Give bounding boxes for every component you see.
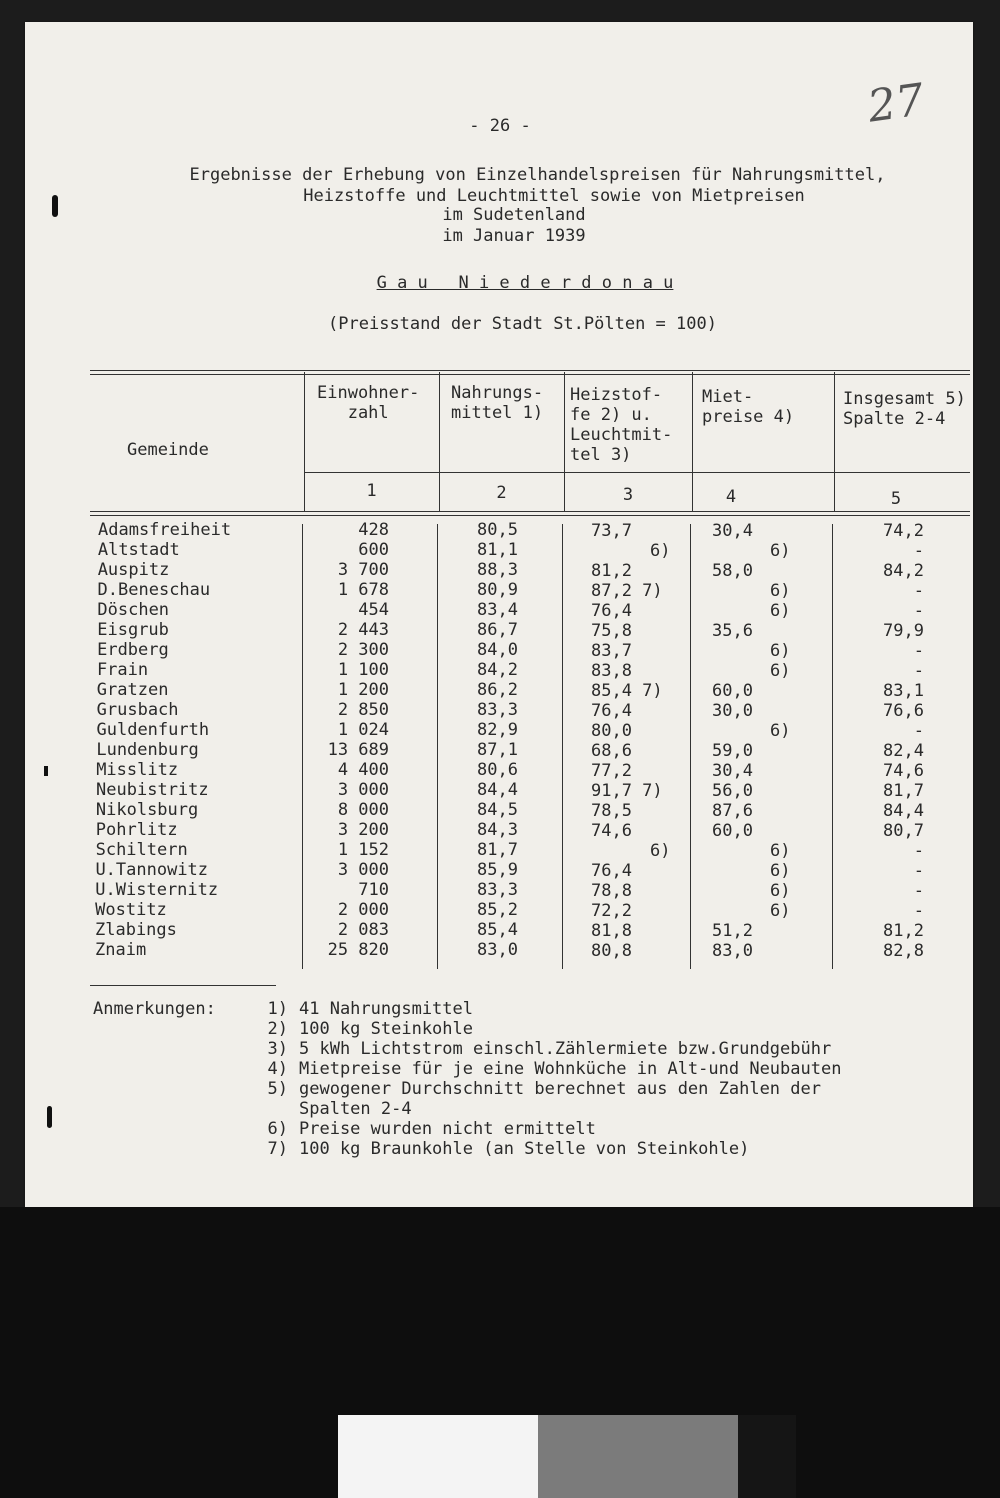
row-cell-col-4: 87,6 <box>712 801 753 821</box>
row-gemeinde-name: Wostitz <box>95 900 167 920</box>
row-cell-col-1: 2 443 <box>337 620 389 640</box>
row-cell-col-4: 6) <box>770 661 791 681</box>
color-strip-black <box>738 1415 796 1498</box>
row-cell-col-4: 51,2 <box>712 921 753 941</box>
row-cell-col-1: 1 200 <box>337 680 389 700</box>
row-cell-col-3: 83,7 <box>591 641 632 661</box>
header-col-2: Nahrungs- mittel 1) <box>451 383 544 423</box>
row-cell-col-3: 6) <box>650 541 671 561</box>
row-cell-col-2: 84,4 <box>477 780 518 800</box>
row-gemeinde-name: Altstadt <box>97 540 180 560</box>
header-divider <box>304 472 970 473</box>
note-text: 41 Nahrungsmittel <box>299 999 473 1019</box>
row-gemeinde-name: Eisgrub <box>97 620 169 640</box>
row-cell-col-4: 60,0 <box>712 821 753 841</box>
row-cell-col-3: 83,8 <box>591 661 632 681</box>
table-top-rule <box>90 370 970 371</box>
row-cell-col-2: 83,3 <box>477 700 518 720</box>
row-cell-col-4: 6) <box>770 901 791 921</box>
row-gemeinde-name: Grusbach <box>96 700 179 720</box>
header-gemeinde: Gemeinde <box>127 440 209 460</box>
row-cell-col-3: 76,4 <box>591 601 632 621</box>
punch-mark <box>44 766 48 776</box>
col-sep-body <box>562 524 563 969</box>
header-num-1: 1 <box>366 481 377 501</box>
row-cell-col-2: 84,2 <box>477 660 518 680</box>
row-gemeinde-name: Zlabings <box>95 920 177 940</box>
note-text: Mietpreise für je eine Wohnküche in Alt-und Neubauten <box>299 1059 842 1079</box>
header-bottom-rule-2 <box>90 515 970 516</box>
row-cell-col-3: 91,7 7) <box>591 781 663 801</box>
row-cell-col-4: 6) <box>770 881 791 901</box>
row-cell-col-1: 3 000 <box>337 860 389 880</box>
row-cell-col-2: 80,5 <box>477 520 518 540</box>
row-cell-col-2: 80,9 <box>477 580 518 600</box>
row-cell-col-5: 76,6 <box>883 701 924 721</box>
row-cell-col-1: 3 000 <box>337 780 389 800</box>
note-number: 7) <box>267 1139 288 1159</box>
col-sep-body <box>302 524 303 969</box>
header-col-4: Miet- preise 4) <box>702 387 795 427</box>
header-bottom-rule <box>90 511 970 512</box>
row-cell-col-1: 13 689 <box>327 740 389 760</box>
row-cell-col-5: - <box>913 581 924 601</box>
row-gemeinde-name: Auspitz <box>97 560 170 580</box>
row-cell-col-1: 710 <box>358 880 389 900</box>
note-number: 2) <box>267 1019 288 1039</box>
note-number: 1) <box>267 999 288 1019</box>
row-cell-col-2: 84,3 <box>477 820 518 840</box>
row-cell-col-5: 79,9 <box>883 621 924 641</box>
row-cell-col-1: 3 200 <box>337 820 389 840</box>
row-cell-col-1: 25 820 <box>327 940 389 960</box>
row-gemeinde-name: Döschen <box>97 600 170 620</box>
row-gemeinde-name: Gratzen <box>96 680 169 700</box>
row-cell-col-5: 82,4 <box>883 741 924 761</box>
row-cell-col-5: 84,4 <box>883 801 924 821</box>
row-cell-col-3: 75,8 <box>591 621 632 641</box>
row-gemeinde-name: Misslitz <box>96 760 179 780</box>
row-gemeinde-name: Znaim <box>95 940 147 960</box>
row-cell-col-3: 6) <box>650 841 671 861</box>
col-sep-body <box>437 524 438 969</box>
row-cell-col-4: 35,6 <box>712 621 753 641</box>
row-cell-col-2: 84,5 <box>477 800 518 820</box>
row-cell-col-2: 86,7 <box>477 620 518 640</box>
row-gemeinde-name: Lundenburg <box>96 740 199 760</box>
row-cell-col-5: - <box>913 601 924 621</box>
row-cell-col-4: 60,0 <box>712 681 753 701</box>
col-sep-body <box>832 524 833 969</box>
row-cell-col-4: 30,4 <box>712 761 753 781</box>
row-cell-col-4: 59,0 <box>712 741 753 761</box>
header-num-3: 3 <box>622 485 634 505</box>
row-cell-col-3: 78,8 <box>591 881 632 901</box>
note-number: 3) <box>267 1039 288 1059</box>
title-line-2: Heizstoffe und Leuchtmittel sowie von Mietpreisen <box>303 186 805 206</box>
row-gemeinde-name: U.Wisternitz <box>95 880 219 900</box>
row-cell-col-1: 1 024 <box>337 720 389 740</box>
row-cell-col-3: 81,8 <box>591 921 632 941</box>
title-line-3: im Sudetenland <box>442 205 586 225</box>
notes-rule <box>90 985 276 986</box>
row-cell-col-2: 81,1 <box>477 540 518 560</box>
row-gemeinde-name: Pohrlitz <box>95 820 178 840</box>
row-cell-col-5: - <box>913 881 924 901</box>
row-cell-col-1: 600 <box>358 540 389 560</box>
row-cell-col-5: - <box>913 861 924 881</box>
row-cell-col-5: - <box>913 541 924 561</box>
row-cell-col-2: 82,9 <box>477 720 518 740</box>
row-cell-col-1: 2 083 <box>337 920 389 940</box>
header-num-4: 4 <box>725 487 737 507</box>
row-cell-col-5: - <box>913 661 924 681</box>
row-cell-col-5: 81,7 <box>883 781 924 801</box>
row-cell-col-3: 77,2 <box>591 761 632 781</box>
row-cell-col-2: 83,0 <box>477 940 518 960</box>
page-number: - 26 - <box>469 116 531 136</box>
row-cell-col-1: 3 700 <box>337 560 389 580</box>
row-cell-col-2: 86,2 <box>477 680 518 700</box>
row-cell-col-3: 76,4 <box>591 701 632 721</box>
row-cell-col-1: 1 100 <box>337 660 389 680</box>
row-cell-col-2: 85,2 <box>477 900 518 920</box>
row-cell-col-4: 83,0 <box>712 941 753 961</box>
note-text: Preise wurden nicht ermittelt <box>299 1119 596 1139</box>
row-cell-col-5: 84,2 <box>883 561 924 581</box>
row-cell-col-1: 8 000 <box>337 800 389 820</box>
row-cell-col-1: 1 152 <box>337 840 389 860</box>
subtitle: (Preisstand der Stadt St.Pölten = 100) <box>328 314 717 334</box>
row-cell-col-5: - <box>913 901 924 921</box>
row-gemeinde-name: D.Beneschau <box>97 580 211 600</box>
row-cell-col-3: 81,2 <box>591 561 632 581</box>
note-text: 100 kg Braunkohle (an Stelle von Steinkohle) <box>299 1139 750 1159</box>
row-cell-col-4: 58,0 <box>712 561 753 581</box>
row-cell-col-1: 454 <box>358 600 389 620</box>
row-cell-col-1: 2 000 <box>337 900 389 920</box>
row-cell-col-3: 74,6 <box>591 821 632 841</box>
color-strip-white <box>338 1415 538 1498</box>
note-number: 5) <box>267 1079 288 1099</box>
row-cell-col-4: 30,4 <box>712 521 753 541</box>
row-cell-col-4: 6) <box>770 601 791 621</box>
row-cell-col-3: 85,4 7) <box>591 681 663 701</box>
row-cell-col-1: 2 850 <box>337 700 389 720</box>
row-gemeinde-name: Neubistritz <box>96 780 209 800</box>
title-line-1: Ergebnisse der Erhebung von Einzelhandelspreisen für Nahrungsmittel, <box>189 165 886 185</box>
row-gemeinde-name: Nikolsburg <box>95 800 199 820</box>
row-cell-col-5: - <box>913 841 924 861</box>
gau-heading: G a u N i e d e r d o n a u <box>376 273 674 293</box>
handwritten-folio-number: 27 <box>864 74 928 133</box>
row-cell-col-4: 6) <box>770 721 791 741</box>
row-gemeinde-name: U.Tannowitz <box>95 860 209 880</box>
color-strip-gray <box>538 1415 738 1498</box>
note-text: 5 kWh Lichtstrom einschl.Zählermiete bzw.Grundgebühr <box>299 1039 832 1059</box>
row-cell-col-4: 6) <box>770 841 791 861</box>
row-cell-col-3: 73,7 <box>591 521 632 541</box>
row-cell-col-4: 6) <box>770 641 791 661</box>
note-text: Spalten 2-4 <box>299 1099 412 1119</box>
row-cell-col-2: 85,9 <box>477 860 518 880</box>
row-cell-col-2: 81,7 <box>477 840 518 860</box>
row-cell-col-1: 2 300 <box>337 640 389 660</box>
row-cell-col-5: - <box>913 721 924 741</box>
note-text: gewogener Durchschnitt berechnet aus den Zahlen der <box>299 1079 821 1099</box>
row-cell-col-2: 87,1 <box>477 740 518 760</box>
title-line-4: im Januar 1939 <box>442 226 586 246</box>
row-cell-col-2: 83,3 <box>477 880 518 900</box>
header-col-3: Heizstof- fe 2) u. Leuchtmit- tel 3) <box>570 385 673 465</box>
row-cell-col-4: 30,0 <box>712 701 753 721</box>
table-top-rule-2 <box>90 374 970 375</box>
row-cell-col-1: 428 <box>358 520 389 540</box>
row-cell-col-4: 6) <box>770 581 791 601</box>
row-gemeinde-name: Guldenfurth <box>96 720 210 740</box>
row-cell-col-3: 87,2 7) <box>591 581 663 601</box>
row-cell-col-3: 78,5 <box>591 801 632 821</box>
row-cell-col-5: 74,2 <box>883 521 924 541</box>
note-number: 6) <box>267 1119 288 1139</box>
note-number: 4) <box>267 1059 288 1079</box>
punch-mark <box>47 1106 52 1128</box>
row-cell-col-4: 6) <box>770 541 791 561</box>
header-col-1: Einwohner- zahl <box>317 383 420 423</box>
header-num-5: 5 <box>890 489 902 509</box>
row-cell-col-2: 80,6 <box>477 760 518 780</box>
note-text: 100 kg Steinkohle <box>299 1019 473 1039</box>
row-gemeinde-name: Adamsfreiheit <box>98 520 232 540</box>
notes-label: Anmerkungen: <box>93 999 216 1019</box>
row-cell-col-2: 84,0 <box>477 640 518 660</box>
row-cell-col-3: 80,8 <box>591 941 632 961</box>
row-cell-col-3: 72,2 <box>591 901 632 921</box>
row-cell-col-3: 68,6 <box>591 741 632 761</box>
row-cell-col-4: 56,0 <box>712 781 753 801</box>
row-cell-col-4: 6) <box>770 861 791 881</box>
col-sep-body <box>690 524 691 969</box>
row-cell-col-5: - <box>913 641 924 661</box>
row-cell-col-2: 85,4 <box>477 920 518 940</box>
row-cell-col-5: 82,8 <box>883 941 924 961</box>
row-gemeinde-name: Schiltern <box>95 840 188 860</box>
row-cell-col-1: 1 678 <box>337 580 389 600</box>
row-cell-col-5: 80,7 <box>883 821 924 841</box>
row-cell-col-1: 4 400 <box>337 760 389 780</box>
row-cell-col-5: 81,2 <box>883 921 924 941</box>
row-cell-col-2: 83,4 <box>477 600 518 620</box>
row-cell-col-5: 74,6 <box>883 761 924 781</box>
row-gemeinde-name: Frain <box>96 660 149 680</box>
row-cell-col-2: 88,3 <box>477 560 518 580</box>
row-cell-col-5: 83,1 <box>883 681 924 701</box>
row-cell-col-3: 80,0 <box>591 721 632 741</box>
row-gemeinde-name: Erdberg <box>97 640 169 660</box>
row-cell-col-3: 76,4 <box>591 861 632 881</box>
header-num-2: 2 <box>496 483 507 503</box>
header-col-5: Insgesamt 5) Spalte 2-4 <box>843 389 966 429</box>
